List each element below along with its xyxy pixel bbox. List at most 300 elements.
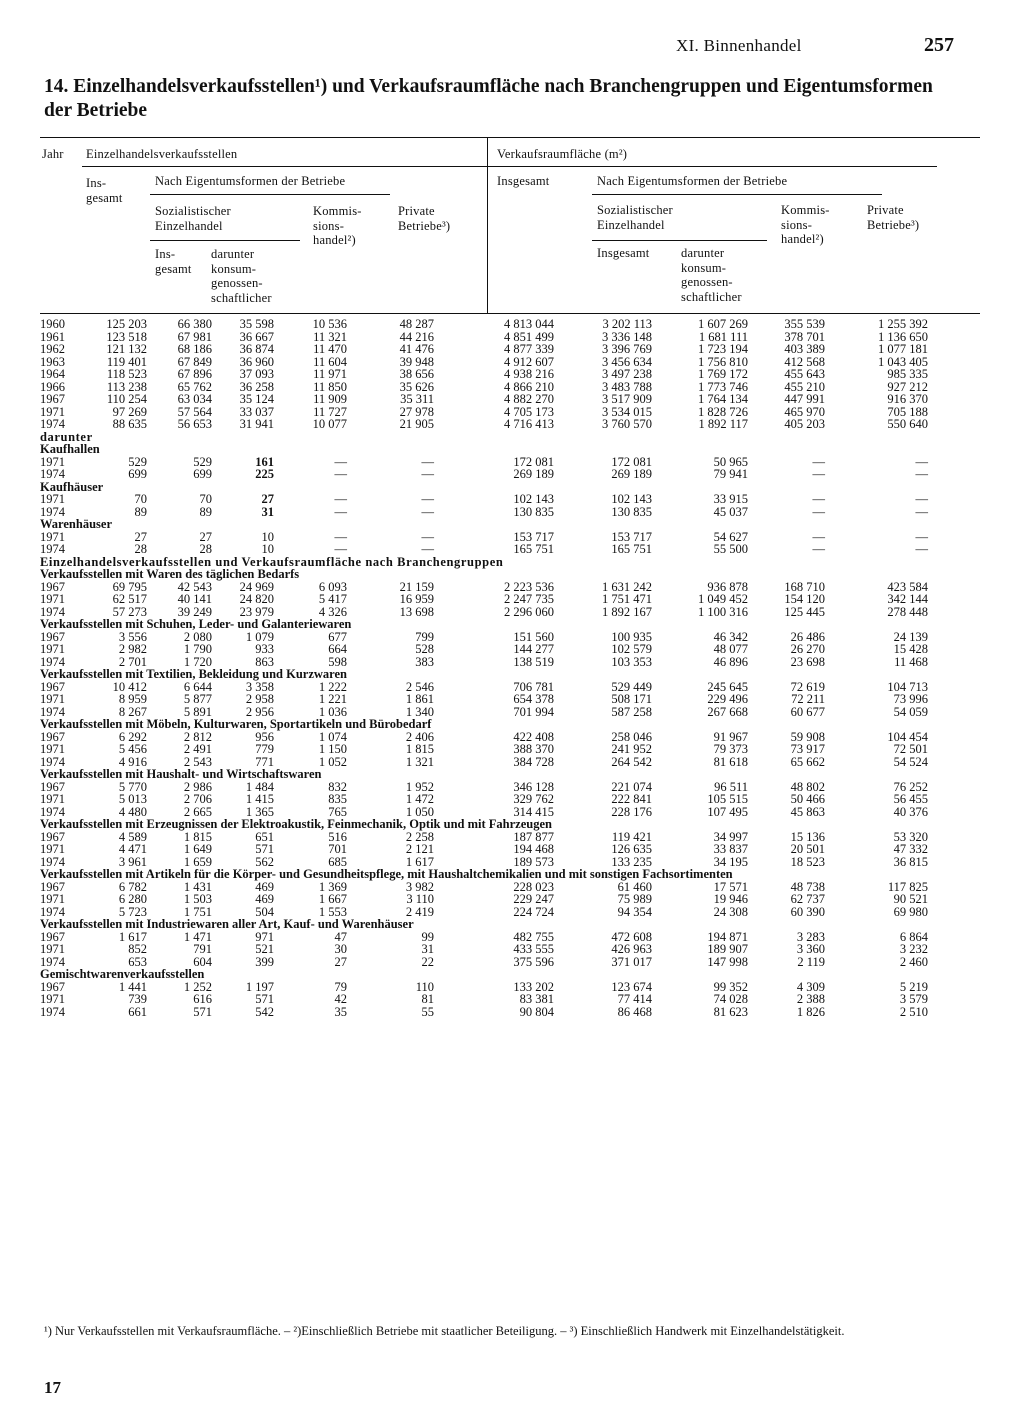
value-cell: 21 159 bbox=[399, 579, 434, 594]
value-cell: 3 202 113 bbox=[602, 317, 652, 331]
value-cell: 73 917 bbox=[790, 742, 825, 756]
value-cell: 2 958 bbox=[245, 692, 274, 706]
value-cell: 4 877 339 bbox=[504, 342, 554, 356]
value-cell: 4 813 044 bbox=[504, 317, 554, 331]
value-cell: — bbox=[334, 467, 347, 481]
value-cell: 154 120 bbox=[784, 592, 825, 606]
value-cell: — bbox=[334, 529, 347, 544]
year-cell: 1971 bbox=[40, 892, 65, 906]
value-cell: 225 bbox=[255, 467, 274, 481]
value-cell: 40 376 bbox=[893, 804, 928, 819]
value-cell: 3 961 bbox=[118, 854, 147, 869]
value-cell: 59 908 bbox=[790, 729, 825, 744]
year-cell: 1971 bbox=[40, 992, 65, 1006]
value-cell: 1 756 810 bbox=[698, 354, 748, 369]
value-cell: 70 bbox=[134, 492, 147, 506]
value-cell: 2 223 536 bbox=[504, 579, 554, 594]
value-cell: 130 835 bbox=[513, 504, 554, 519]
value-cell: — bbox=[812, 492, 825, 506]
value-cell: 10 bbox=[261, 529, 274, 544]
value-cell: 4 938 216 bbox=[504, 367, 554, 381]
value-cell: 1 617 bbox=[405, 854, 434, 869]
heading-label: Verkaufsstellen mit Erzeugnissen der Elektroakustik, Feinmechanik, Optik und mit Fahrzeugen bbox=[40, 817, 552, 831]
header-rule-1 bbox=[82, 166, 487, 167]
value-cell: 47 bbox=[334, 929, 347, 944]
value-cell: 521 bbox=[255, 942, 274, 956]
year-cell: 1974 bbox=[40, 604, 65, 619]
table-row bbox=[40, 418, 940, 431]
value-cell: 664 bbox=[328, 642, 347, 656]
value-cell: 1 472 bbox=[405, 792, 434, 806]
year-cell: 1960 bbox=[40, 317, 65, 331]
value-cell: 705 188 bbox=[887, 404, 928, 419]
value-cell: 2 121 bbox=[405, 842, 434, 856]
value-cell: 28 bbox=[199, 542, 212, 556]
value-cell: 1 365 bbox=[245, 804, 274, 819]
value-cell: 42 bbox=[334, 992, 347, 1006]
value-cell: 125 445 bbox=[784, 604, 825, 619]
value-cell: 194 871 bbox=[707, 929, 748, 944]
value-cell: 83 381 bbox=[519, 992, 554, 1006]
value-cell: 23 698 bbox=[790, 654, 825, 669]
value-cell: 102 579 bbox=[611, 642, 652, 656]
value-cell: — bbox=[421, 492, 434, 506]
value-cell: 110 bbox=[415, 979, 434, 994]
value-cell: 1 049 452 bbox=[698, 592, 748, 606]
table-row bbox=[40, 893, 940, 906]
value-cell: 1 790 bbox=[183, 642, 212, 656]
value-cell: 94 354 bbox=[617, 904, 652, 919]
value-cell: 472 608 bbox=[611, 929, 652, 944]
value-cell: 31 941 bbox=[239, 417, 274, 431]
year-cell: 1974 bbox=[40, 904, 65, 919]
year-cell: 1967 bbox=[40, 879, 65, 894]
value-cell: 33 915 bbox=[713, 492, 748, 506]
value-cell: 447 991 bbox=[784, 392, 825, 406]
value-cell: 224 724 bbox=[513, 904, 554, 919]
table-row bbox=[40, 793, 940, 806]
value-cell: 19 946 bbox=[713, 892, 748, 906]
value-cell: 426 963 bbox=[611, 942, 652, 956]
value-cell: 5 770 bbox=[118, 779, 147, 794]
top-rule bbox=[40, 137, 980, 138]
table-row bbox=[40, 456, 940, 469]
value-cell: 835 bbox=[328, 792, 347, 806]
value-cell: — bbox=[334, 504, 347, 519]
value-cell: 1 321 bbox=[405, 754, 434, 769]
value-cell: 35 598 bbox=[239, 317, 274, 331]
year-cell: 1974 bbox=[40, 804, 65, 819]
year-cell: 1967 bbox=[40, 629, 65, 644]
col-kommissions: Kommis- sions- handel²) bbox=[313, 204, 362, 247]
value-cell: 22 bbox=[421, 954, 434, 969]
value-cell: 42 543 bbox=[177, 579, 212, 594]
value-cell: 11 470 bbox=[313, 342, 347, 356]
value-cell: 104 454 bbox=[887, 729, 928, 744]
value-cell: 5 456 bbox=[118, 742, 147, 756]
value-cell: 44 216 bbox=[399, 329, 434, 344]
value-cell: 4 705 173 bbox=[504, 404, 554, 419]
value-cell: 482 755 bbox=[513, 929, 554, 944]
group-heading bbox=[40, 443, 940, 456]
value-cell: 74 028 bbox=[713, 992, 748, 1006]
col-darunter-kons: darunter konsum- genossen- schaftlicher bbox=[211, 247, 272, 305]
value-cell: 1 720 bbox=[183, 654, 212, 669]
value-cell: 701 bbox=[328, 842, 347, 856]
value-cell: 4 912 607 bbox=[504, 354, 554, 369]
value-cell: 791 bbox=[193, 942, 212, 956]
value-cell: 465 970 bbox=[784, 404, 825, 419]
value-cell: 10 536 bbox=[312, 317, 347, 331]
value-cell: 2 080 bbox=[183, 629, 212, 644]
value-cell: 863 bbox=[255, 654, 274, 669]
value-cell: 81 bbox=[421, 992, 434, 1006]
value-cell: — bbox=[334, 542, 347, 556]
col-vrf-sozialistisch: Sozialistischer Einzelhandel bbox=[597, 203, 673, 232]
value-cell: 3 760 570 bbox=[602, 417, 652, 431]
value-cell: 62 737 bbox=[790, 892, 825, 906]
value-cell: 2 258 bbox=[405, 829, 434, 844]
value-cell: 571 bbox=[255, 992, 274, 1006]
group-heading bbox=[40, 718, 940, 731]
table-row bbox=[40, 743, 940, 756]
value-cell: 3 534 015 bbox=[602, 404, 652, 419]
value-cell: 27 bbox=[334, 954, 347, 969]
col-vrf-soz-insgesamt: Insgesamt bbox=[597, 246, 650, 260]
value-cell: 542 bbox=[255, 1004, 274, 1019]
value-cell: 661 bbox=[128, 1004, 147, 1019]
value-cell: 3 517 909 bbox=[602, 392, 652, 406]
heading-label: Kaufhallen bbox=[40, 442, 100, 456]
value-cell: 31 bbox=[421, 942, 434, 956]
value-cell: 706 781 bbox=[513, 679, 554, 694]
value-cell: 469 bbox=[255, 892, 274, 906]
value-cell: 96 511 bbox=[714, 779, 748, 794]
value-cell: 699 bbox=[128, 467, 147, 481]
value-cell: 35 124 bbox=[239, 392, 274, 406]
col-vrf-private: Private Betriebe³) bbox=[867, 203, 920, 232]
value-cell: 4 716 413 bbox=[504, 417, 554, 431]
value-cell: 76 252 bbox=[893, 779, 928, 794]
value-cell: 63 034 bbox=[177, 392, 212, 406]
value-cell: 110 254 bbox=[106, 392, 147, 406]
value-cell: 1 769 172 bbox=[698, 367, 748, 381]
value-cell: 516 bbox=[328, 829, 347, 844]
value-cell: 10 bbox=[261, 542, 274, 556]
value-cell: 125 203 bbox=[106, 317, 147, 331]
value-cell: 384 728 bbox=[513, 754, 554, 769]
year-cell: 1974 bbox=[40, 467, 65, 481]
value-cell: 228 176 bbox=[611, 804, 652, 819]
value-cell: 985 335 bbox=[887, 367, 928, 381]
value-cell: 278 448 bbox=[887, 604, 928, 619]
value-cell: 161 bbox=[255, 454, 274, 469]
value-cell: 11 909 bbox=[313, 392, 347, 406]
value-cell: 1 255 392 bbox=[878, 317, 928, 331]
value-cell: 91 967 bbox=[713, 729, 748, 744]
value-cell: 1 415 bbox=[245, 792, 274, 806]
value-cell: 2 986 bbox=[183, 779, 212, 794]
value-cell: 1 431 bbox=[183, 879, 212, 894]
value-cell: 126 635 bbox=[611, 842, 652, 856]
value-cell: 1 441 bbox=[118, 979, 147, 994]
year-cell: 1967 bbox=[40, 829, 65, 844]
value-cell: 67 981 bbox=[177, 329, 212, 344]
value-cell: 40 141 bbox=[177, 592, 212, 606]
value-cell: 852 bbox=[128, 942, 147, 956]
table-row bbox=[40, 943, 940, 956]
value-cell: 685 bbox=[328, 854, 347, 869]
table-row bbox=[40, 493, 940, 506]
value-cell: 121 132 bbox=[106, 342, 147, 356]
value-cell: 701 994 bbox=[513, 704, 554, 719]
col-vrf: Verkaufsraumfläche (m²) bbox=[497, 147, 628, 161]
year-cell: 1971 bbox=[40, 529, 65, 544]
value-cell: — bbox=[334, 492, 347, 506]
year-cell: 1974 bbox=[40, 417, 65, 431]
value-cell: 4 882 270 bbox=[504, 392, 554, 406]
value-cell: 1 667 bbox=[318, 892, 347, 906]
value-cell: 504 bbox=[255, 904, 274, 919]
value-cell: 2 388 bbox=[796, 992, 825, 1006]
value-cell: 151 560 bbox=[513, 629, 554, 644]
value-cell: 264 542 bbox=[611, 754, 652, 769]
value-cell: 165 751 bbox=[513, 542, 554, 556]
value-cell: 329 762 bbox=[513, 792, 554, 806]
value-cell: 562 bbox=[255, 854, 274, 869]
chapter-title: XI. Binnenhandel bbox=[676, 36, 802, 55]
value-cell: 55 bbox=[421, 1004, 434, 1019]
value-cell: 69 980 bbox=[893, 904, 928, 919]
value-cell: 24 308 bbox=[713, 904, 748, 919]
value-cell: 1 764 134 bbox=[698, 392, 748, 406]
value-cell: 90 521 bbox=[893, 892, 928, 906]
value-cell: 165 751 bbox=[611, 542, 652, 556]
year-cell: 1971 bbox=[40, 942, 65, 956]
year-cell: 1967 bbox=[40, 979, 65, 994]
value-cell: 1 751 bbox=[183, 904, 212, 919]
value-cell: 36 960 bbox=[239, 354, 274, 369]
value-cell: 765 bbox=[328, 804, 347, 819]
value-cell: 72 501 bbox=[893, 742, 928, 756]
value-cell: — bbox=[812, 467, 825, 481]
value-cell: 28 bbox=[134, 542, 147, 556]
value-cell: 119 401 bbox=[106, 354, 147, 369]
value-cell: 27 bbox=[134, 529, 147, 544]
value-cell: 99 bbox=[421, 929, 434, 944]
value-cell: 50 466 bbox=[790, 792, 825, 806]
year-cell: 1967 bbox=[40, 579, 65, 594]
value-cell: 654 378 bbox=[513, 692, 554, 706]
value-cell: 10 412 bbox=[112, 679, 147, 694]
value-cell: 54 059 bbox=[893, 704, 928, 719]
table-row bbox=[40, 531, 940, 544]
year-cell: 1967 bbox=[40, 392, 65, 406]
value-cell: — bbox=[812, 454, 825, 469]
value-cell: 189 573 bbox=[513, 854, 554, 869]
value-cell: 113 238 bbox=[106, 379, 147, 394]
value-cell: 739 bbox=[128, 992, 147, 1006]
value-cell: 123 674 bbox=[611, 979, 652, 994]
value-cell: 346 128 bbox=[513, 779, 554, 794]
value-cell: 1 952 bbox=[405, 779, 434, 794]
value-cell: 423 584 bbox=[887, 579, 928, 594]
value-cell: 3 556 bbox=[118, 629, 147, 644]
value-cell: 153 717 bbox=[513, 529, 554, 544]
value-cell: 99 352 bbox=[713, 979, 748, 994]
value-cell: 133 235 bbox=[611, 854, 652, 869]
value-cell: 3 336 148 bbox=[602, 329, 652, 344]
value-cell: 133 202 bbox=[513, 979, 554, 994]
value-cell: 388 370 bbox=[513, 742, 554, 756]
value-cell: 34 195 bbox=[713, 854, 748, 869]
value-cell: 3 982 bbox=[405, 879, 434, 894]
value-cell: 779 bbox=[255, 742, 274, 756]
value-cell: 11 850 bbox=[313, 379, 347, 394]
value-cell: 314 415 bbox=[513, 804, 554, 819]
year-cell: 1971 bbox=[40, 404, 65, 419]
value-cell: 1 826 bbox=[796, 1004, 825, 1019]
value-cell: 1 036 bbox=[318, 704, 347, 719]
value-cell: 971 bbox=[255, 929, 274, 944]
year-cell: 1974 bbox=[40, 954, 65, 969]
value-cell: 79 373 bbox=[713, 742, 748, 756]
group-heading bbox=[40, 818, 940, 831]
value-cell: 4 916 bbox=[118, 754, 147, 769]
value-cell: 38 656 bbox=[399, 367, 434, 381]
value-cell: 1 136 650 bbox=[878, 329, 928, 344]
value-cell: 50 965 bbox=[713, 454, 748, 469]
value-cell: 11 604 bbox=[313, 354, 347, 369]
value-cell: 86 468 bbox=[617, 1004, 652, 1019]
value-cell: 53 320 bbox=[893, 829, 928, 844]
value-cell: 529 bbox=[128, 454, 147, 469]
value-cell: 23 979 bbox=[239, 604, 274, 619]
table-row bbox=[40, 393, 940, 406]
value-cell: 26 270 bbox=[790, 642, 825, 656]
value-cell: 241 952 bbox=[611, 742, 652, 756]
value-cell: 11 971 bbox=[313, 367, 347, 381]
value-cell: — bbox=[915, 504, 928, 519]
value-cell: 130 835 bbox=[611, 504, 652, 519]
value-cell: 118 523 bbox=[106, 367, 147, 381]
header-rule-6 bbox=[592, 240, 767, 241]
value-cell: 88 635 bbox=[112, 417, 147, 431]
value-cell: 89 bbox=[199, 504, 212, 519]
value-cell: 1 340 bbox=[405, 704, 434, 719]
value-cell: 20 501 bbox=[790, 842, 825, 856]
value-cell: 5 877 bbox=[183, 692, 212, 706]
value-cell: 102 143 bbox=[611, 492, 652, 506]
value-cell: 699 bbox=[193, 467, 212, 481]
value-cell: 933 bbox=[255, 642, 274, 656]
value-cell: 48 738 bbox=[790, 879, 825, 894]
value-cell: 2 546 bbox=[405, 679, 434, 694]
value-cell: 65 662 bbox=[790, 754, 825, 769]
value-cell: 799 bbox=[415, 629, 434, 644]
year-cell: 1974 bbox=[40, 754, 65, 769]
value-cell: 956 bbox=[255, 729, 274, 744]
value-cell: 508 171 bbox=[611, 692, 652, 706]
value-cell: 54 524 bbox=[893, 754, 928, 769]
year-cell: 1962 bbox=[40, 342, 65, 356]
table-title: 14. Einzelhandelsverkaufsstellen¹) und Verkaufsraumfläche nach Branchengruppen und Eigentumsformen der Betriebe bbox=[44, 76, 933, 121]
value-cell: — bbox=[421, 504, 434, 519]
sheet-number: 17 bbox=[44, 1378, 61, 1397]
heading-label: Kaufhäuser bbox=[40, 479, 104, 494]
table-row bbox=[40, 593, 940, 606]
group-heading bbox=[40, 768, 940, 781]
value-cell: 72 619 bbox=[790, 679, 825, 694]
value-cell: 771 bbox=[255, 754, 274, 769]
value-cell: 70 bbox=[199, 492, 212, 506]
value-cell: 117 825 bbox=[887, 879, 928, 894]
value-cell: 55 500 bbox=[713, 542, 748, 556]
value-cell: 45 037 bbox=[713, 504, 748, 519]
value-cell: 1 150 bbox=[318, 742, 347, 756]
value-cell: 422 408 bbox=[513, 729, 554, 744]
value-cell: 27 978 bbox=[399, 404, 434, 419]
group-heading bbox=[40, 968, 940, 981]
value-cell: 67 849 bbox=[177, 354, 212, 369]
value-cell: 56 653 bbox=[177, 417, 212, 431]
value-cell: 229 496 bbox=[707, 692, 748, 706]
value-cell: 46 896 bbox=[713, 654, 748, 669]
value-cell: 66 380 bbox=[177, 317, 212, 331]
table-row bbox=[40, 543, 940, 556]
value-cell: 1 369 bbox=[318, 879, 347, 894]
value-cell: 194 468 bbox=[513, 842, 554, 856]
value-cell: 75 989 bbox=[617, 892, 652, 906]
col-nach-eigentum: Nach Eigentumsformen der Betriebe bbox=[155, 174, 346, 188]
value-cell: 54 627 bbox=[713, 529, 748, 544]
value-cell: 927 212 bbox=[887, 379, 928, 394]
value-cell: 34 997 bbox=[713, 829, 748, 844]
value-cell: 916 370 bbox=[887, 392, 928, 406]
value-cell: 5 417 bbox=[318, 592, 347, 606]
year-cell: 1974 bbox=[40, 1004, 65, 1019]
header-rule-3 bbox=[150, 194, 390, 195]
value-cell: — bbox=[334, 454, 347, 469]
value-cell: 3 497 238 bbox=[602, 367, 652, 381]
value-cell: 168 710 bbox=[784, 579, 825, 594]
value-cell: 97 269 bbox=[112, 404, 147, 419]
heading-label: darunter bbox=[40, 429, 93, 444]
value-cell: 5 219 bbox=[899, 979, 928, 994]
table-row bbox=[40, 318, 940, 331]
value-cell: 107 495 bbox=[707, 804, 748, 819]
value-cell: 6 280 bbox=[118, 892, 147, 906]
value-cell: 1 077 181 bbox=[878, 342, 928, 356]
value-cell: 46 342 bbox=[713, 629, 748, 644]
value-cell: 26 486 bbox=[790, 629, 825, 644]
value-cell: 528 bbox=[415, 642, 434, 656]
heading-label: Verkaufsstellen mit Industriewaren aller Art, Kauf- und Warenhäuser bbox=[40, 917, 414, 931]
value-cell: 832 bbox=[328, 779, 347, 794]
value-cell: — bbox=[421, 454, 434, 469]
value-cell: 39 249 bbox=[177, 604, 212, 619]
value-cell: 1 074 bbox=[318, 729, 347, 744]
value-cell: 41 476 bbox=[399, 342, 434, 356]
value-cell: 24 139 bbox=[893, 629, 928, 644]
value-cell: 2 510 bbox=[899, 1004, 928, 1019]
value-cell: 60 390 bbox=[790, 904, 825, 919]
table-row bbox=[40, 368, 940, 381]
header-bottom-rule bbox=[40, 313, 980, 314]
table-row bbox=[40, 693, 940, 706]
value-cell: 3 360 bbox=[796, 942, 825, 956]
value-cell: 1 751 471 bbox=[602, 592, 652, 606]
